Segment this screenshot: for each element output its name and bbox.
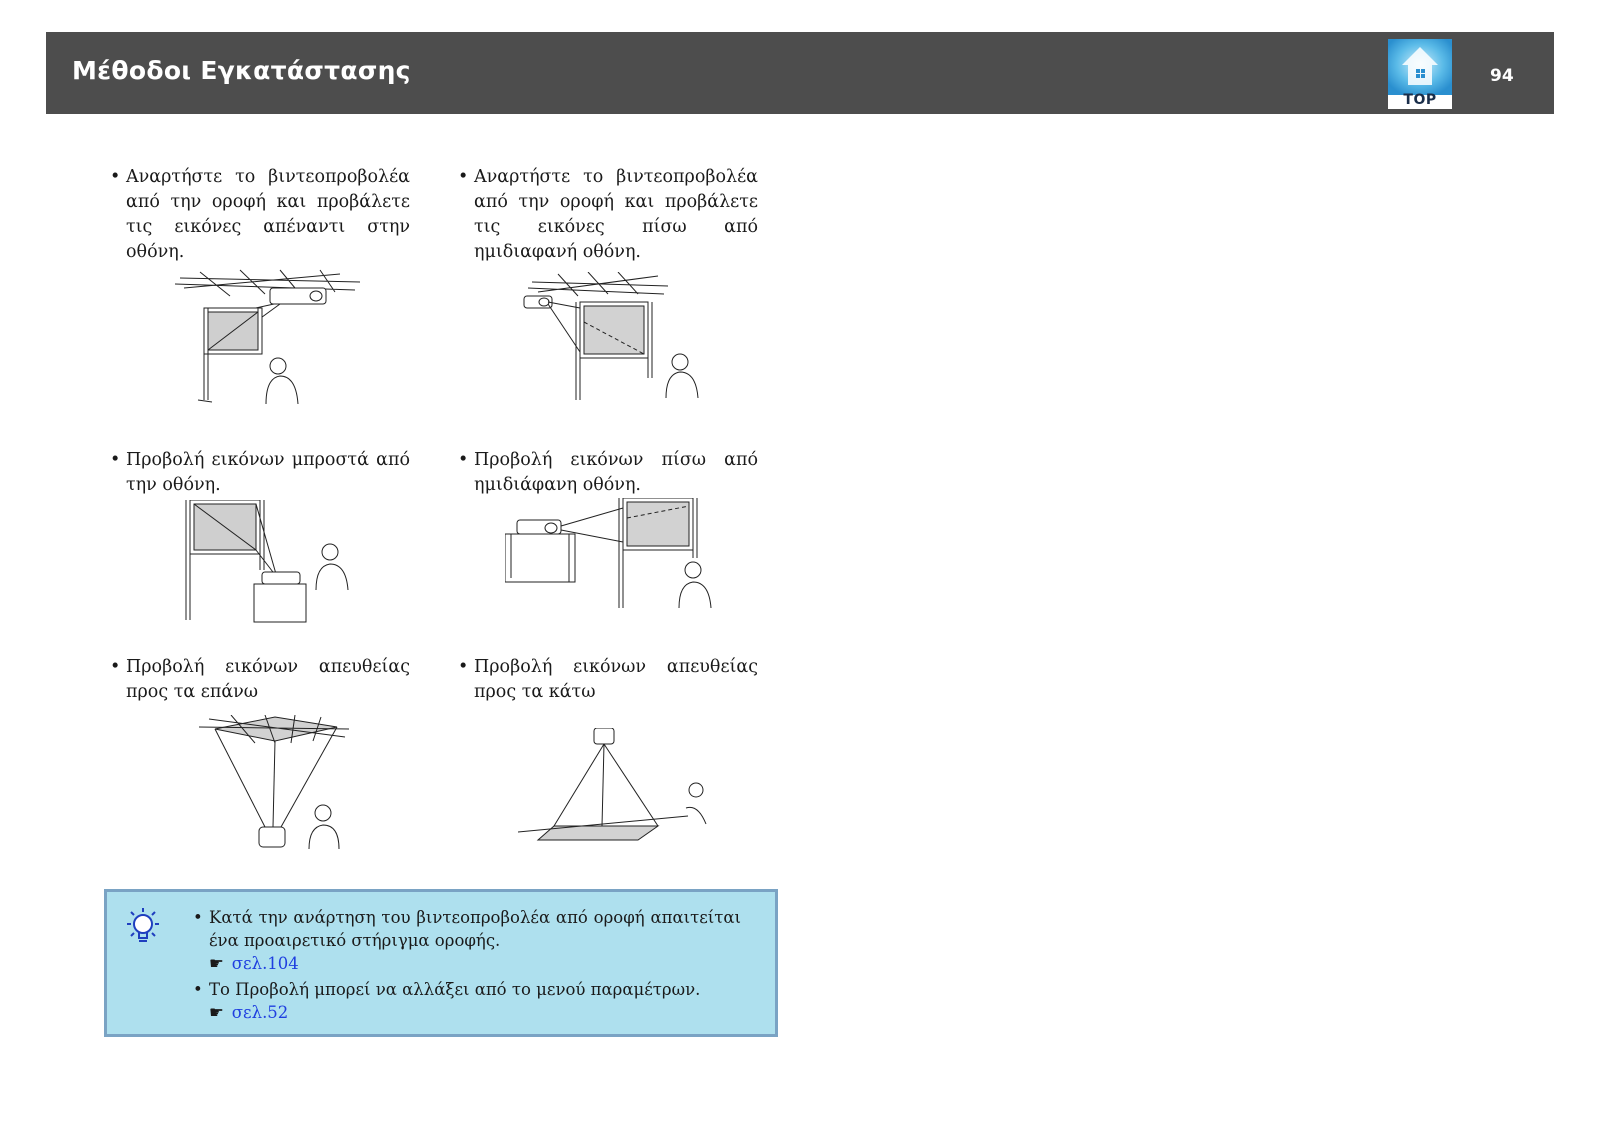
bullet: • bbox=[458, 167, 469, 187]
page-link[interactable]: σελ.104 bbox=[231, 954, 299, 973]
installation-method-item bbox=[458, 165, 758, 265]
note-text: Κατά την ανάρτηση του βιντεοπροβολέα από οροφή απαιτείται ένα προαιρετικό στήριγμα οροφής. bbox=[209, 908, 741, 950]
item-text: Προβολή εικόνων μπροστά από την οθόνη. bbox=[126, 450, 410, 495]
ceiling-front-projection-illustration bbox=[170, 268, 370, 418]
note-text: Το Προβολή μπορεί να αλλάξει από το μενού παραμέτρων. bbox=[209, 980, 701, 999]
bullet: • bbox=[110, 657, 121, 677]
item-text: Προβολή εικόνων πίσω από ημιδιάφανη οθόνη. bbox=[474, 450, 758, 495]
bullet: • bbox=[193, 908, 203, 927]
front-floor-projection-illustration bbox=[184, 500, 364, 625]
page-title: Μέθοδοι Εγκατάστασης bbox=[72, 56, 411, 85]
page-link[interactable]: σελ.52 bbox=[231, 1003, 289, 1022]
page-header bbox=[46, 32, 1554, 114]
note-list-item bbox=[193, 906, 741, 975]
rear-floor-projection-illustration bbox=[505, 498, 720, 623]
item-text: Αναρτήστε το βιντεοπροβολέα από την οροφή και προβάλετε τις εικόνες πίσω από ημιδιαφανή οθόνη. bbox=[474, 167, 758, 262]
pointing-hand-icon: ☛ bbox=[209, 1003, 224, 1022]
bullet: • bbox=[458, 450, 469, 470]
downward-projection-illustration bbox=[518, 728, 718, 848]
item-text: Αναρτήστε το βιντεοπροβολέα από την οροφή και προβάλετε τις εικόνες απέναντι στην οθόνη. bbox=[126, 167, 410, 262]
installation-method-item bbox=[458, 448, 758, 498]
item-text: Προβολή εικόνων απευθείας προς τα επάνω bbox=[126, 657, 410, 702]
installation-method-item bbox=[458, 655, 758, 705]
note-list-item bbox=[193, 978, 741, 1024]
page-reference bbox=[209, 952, 741, 975]
installation-method-item bbox=[110, 165, 410, 265]
bullet: • bbox=[193, 980, 203, 999]
ceiling-rear-projection-illustration bbox=[518, 272, 718, 412]
bullet: • bbox=[458, 657, 469, 677]
installation-method-item bbox=[110, 655, 410, 705]
upward-projection-illustration bbox=[195, 715, 355, 855]
top-button[interactable] bbox=[1388, 39, 1452, 109]
item-text: Προβολή εικόνων απευθείας προς τα κάτω bbox=[474, 657, 758, 702]
pointing-hand-icon: ☛ bbox=[209, 954, 224, 973]
bullet: • bbox=[110, 167, 121, 187]
installation-method-item bbox=[110, 448, 410, 498]
top-button-label: TOP bbox=[1403, 92, 1437, 108]
page-reference bbox=[209, 1001, 741, 1024]
page-number: 94 bbox=[1490, 66, 1514, 86]
tip-note-box bbox=[104, 889, 778, 1037]
bullet: • bbox=[110, 450, 121, 470]
lightbulb-icon bbox=[121, 906, 165, 954]
